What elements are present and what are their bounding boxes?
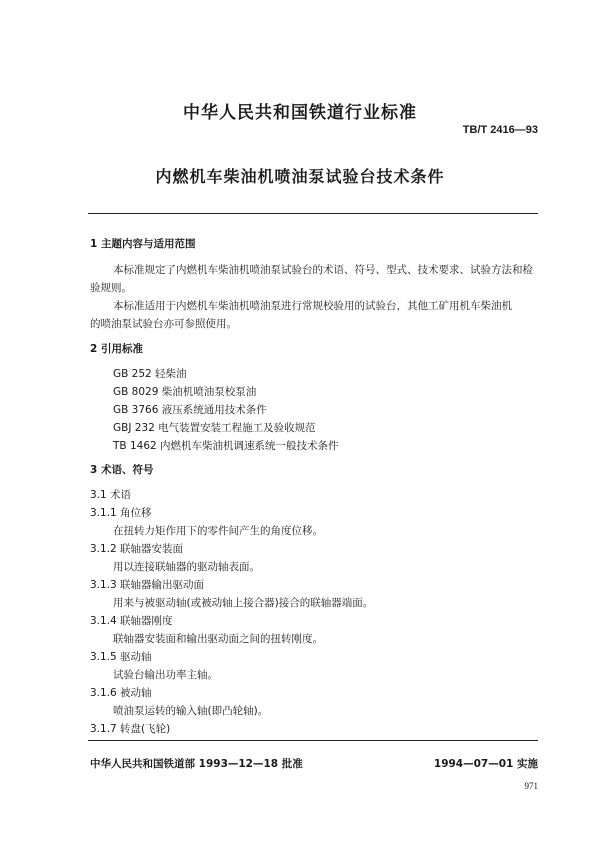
reference-item: TB 1462 内燃机车柴油机调速系统一般技术条件 [113, 440, 339, 452]
term-description: 用以连接联轴器的驱动轴表面。 [113, 561, 260, 573]
term-description: 联轴器安装面和输出驱动面之间的扭转刚度。 [113, 633, 323, 645]
section-1-paragraph-2-line-2: 的喷油泵试验台亦可参照使用。 [90, 318, 237, 330]
section-1-paragraph-2-line-1: 本标准适用于内燃机车柴油机喷油泵进行常规校验用的试验台，其他工矿用机车柴油机 [113, 300, 512, 312]
term-label: 3.1.5 驱动轴 [90, 651, 152, 663]
section-1-heading: 1 主题内容与适用范围 [90, 238, 196, 250]
bottom-divider [88, 740, 538, 741]
section-2-heading: 2 引用标准 [90, 343, 143, 355]
page-number: 971 [524, 781, 538, 791]
term-description: 试验台输出功率主轴。 [113, 669, 218, 681]
section-1-paragraph-1-line-2: 验规则。 [90, 282, 132, 294]
term-description: 在扭转力矩作用下的零件间产生的角度位移。 [113, 525, 323, 537]
approval-line: 中华人民共和国铁道部 1993—12—18 批准 [90, 758, 303, 770]
term-label: 3.1.7 转盘(飞轮) [90, 723, 171, 735]
section-1-paragraph-1-line-1: 本标准规定了内燃机车柴油机喷油泵试验台的术语、符号、型式、技术要求、试验方法和检 [113, 264, 533, 276]
reference-item: GBJ 232 电气装置安装工程施工及验收规范 [113, 422, 316, 434]
standard-number: TB/T 2416—93 [462, 124, 538, 136]
term-label: 3.1.4 联轴器刚度 [90, 615, 173, 627]
term-label: 3.1.1 角位移 [90, 507, 152, 519]
ministry-header: 中华人民共和国铁道行业标准 [183, 103, 417, 123]
document-title: 内燃机车柴油机喷油泵试验台技术条件 [155, 167, 445, 186]
term-label: 3.1.3 联轴器输出驱动面 [90, 579, 205, 591]
term-label: 3.1.2 联轴器安装面 [90, 543, 184, 555]
implementation-date: 1994—07—01 实施 [433, 758, 538, 770]
section-3-heading: 3 术语、符号 [90, 464, 154, 476]
reference-item: GB 252 轻柴油 [113, 368, 187, 380]
reference-item: GB 8029 柴油机喷油泵校泵油 [113, 386, 257, 398]
subsection-3-1: 3.1 术语 [90, 489, 132, 501]
reference-item: GB 3766 液压系统通用技术条件 [113, 404, 267, 416]
term-label: 3.1.6 被动轴 [90, 687, 152, 699]
term-description: 用来与被驱动轴(或被动轴上接合器)接合的联轴器端面。 [113, 597, 374, 609]
term-description: 喷油泵运转的输入轴(即凸轮轴)。 [113, 705, 269, 717]
top-divider [88, 213, 538, 214]
